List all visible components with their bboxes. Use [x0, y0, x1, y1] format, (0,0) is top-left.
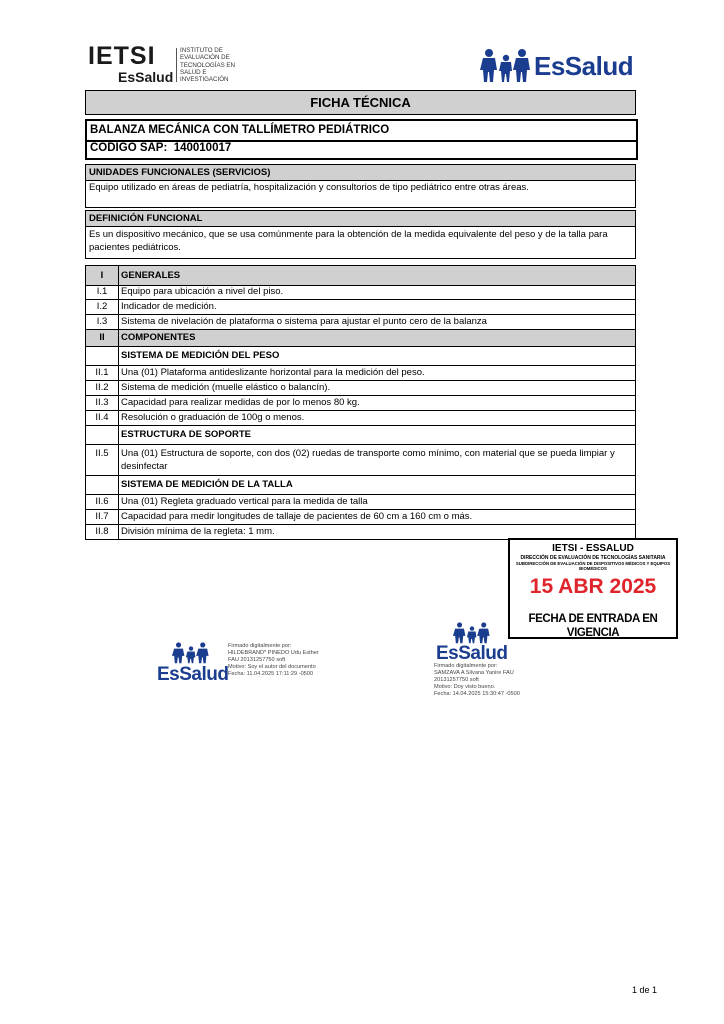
signature-logo-word: EsSalud	[157, 664, 229, 685]
signature-line: Motivo: Soy el autor del documento	[228, 664, 316, 670]
units-heading-row	[85, 164, 636, 181]
item-number: II.6	[86, 495, 119, 509]
stamp-title: IETSI - ESSALUD	[552, 543, 634, 554]
item-number: II.2	[86, 381, 119, 395]
signature-logo-word: EsSalud	[436, 643, 508, 664]
signature-line: 20131257750 soft	[434, 677, 479, 683]
signature-line: Firmado digitalmente por:	[228, 643, 292, 649]
page-number: 1 de 1	[632, 985, 658, 995]
signature-block-2	[434, 620, 564, 705]
stamp-line-2: SUBDIRECCIÓN DE EVALUACIÓN DE DISPOSITIVOS MÉDICOS Y EQUIPOS BIOMÉDICOS	[515, 561, 671, 571]
section-title: GENERALES	[121, 270, 181, 281]
item-number: I.1	[86, 285, 119, 299]
signature-text	[228, 643, 343, 678]
units-text: Equipo utilizado en áreas de pediatría, hospitalización y consultorios de tipo pediátrico entre otras áreas.	[89, 182, 529, 193]
item-text: Una (01) Regleta graduado vertical para la medida de talla	[121, 496, 368, 507]
stamp-line-1: DIRECCIÓN DE EVALUACIÓN DE TECNOLOGÍAS SANITARIA	[520, 555, 666, 561]
subsection-title: SISTEMA DE MEDICIÓN DEL PESO	[121, 350, 280, 361]
signature-text	[434, 663, 564, 698]
item-text: Equipo para ubicación a nivel del piso.	[121, 286, 284, 297]
section-number: II	[86, 330, 119, 346]
item-number: II.8	[86, 525, 119, 539]
ietsi-logo-sub: EsSalud	[118, 69, 174, 85]
subsection-soporte	[85, 426, 636, 445]
family-icon	[480, 48, 532, 84]
subsection-talla	[85, 476, 636, 495]
signature-line: Fecha: 14.04.2025 15:30:47 -0500	[434, 691, 520, 697]
item-text: Capacidad para medir longitudes de tallaje de pacientes de 60 cm a 160 cm o más.	[121, 511, 473, 522]
units-text-row	[85, 180, 636, 208]
definition-heading-row	[85, 210, 636, 227]
definition-heading: DEFINICIÓN FUNCIONAL	[89, 213, 203, 224]
equipment-name-row	[85, 119, 638, 142]
table-row	[85, 285, 636, 300]
subsection-title: SISTEMA DE MEDICIÓN DE LA TALLA	[121, 479, 293, 490]
stamp-validity-label: FECHA DE ENTRADA EN VIGENCIA	[528, 613, 658, 639]
item-text: División mínima de la regleta: 1 mm.	[121, 526, 275, 537]
item-text: Resolución o graduación de 100g o menos.	[121, 412, 305, 423]
item-text: Indicador de medición.	[121, 301, 217, 312]
signature-line: HILDEBRAND* PINEDO Udu Esther	[228, 650, 319, 656]
item-number: I.3	[86, 315, 119, 329]
table-row	[85, 396, 636, 411]
item-number: II.4	[86, 411, 119, 425]
item-text: Una (01) Estructura de soporte, con dos (02) ruedas de transporte como mínimo, con material que se pueda limpiar y desinfectar	[121, 448, 615, 472]
table-row	[85, 366, 636, 381]
essalud-logo-word: EsSalud	[534, 51, 634, 81]
units-heading: UNIDADES FUNCIONALES (SERVICIOS)	[89, 167, 271, 178]
table-row	[85, 300, 636, 315]
item-number: II.5	[86, 445, 119, 475]
item-number: II.1	[86, 366, 119, 380]
ietsi-logo-main: IETSI	[88, 42, 156, 70]
item-text: Sistema de medición (muelle elástico o balancín).	[121, 382, 331, 393]
signature-line: SAMZAVA A Silvana Yanire FAU	[434, 670, 514, 676]
item-text: Una (01) Plataforma antideslizante horizontal para la medición del peso.	[121, 367, 425, 378]
subsection-peso	[85, 347, 636, 366]
table-row	[85, 510, 636, 525]
table-row	[85, 411, 636, 426]
table-row	[85, 381, 636, 396]
section-number: I	[86, 266, 119, 285]
stamp-date: 15 ABR 2025	[529, 575, 657, 598]
ietsi-logo-descriptor: INSTITUTO DE EVALUACIÓN DE TECNOLOGÍAS EN SALUD E INVESTIGACIÓN	[180, 47, 236, 84]
definition-text-row	[85, 226, 636, 259]
definition-text: Es un dispositivo mecánico, que se usa comúnmente para la obtención de la medida equivalente del peso y de la talla para pacientes pediátricos.	[89, 229, 608, 253]
sap-row	[85, 140, 638, 160]
signature-line: FAU 20131257750 soft	[228, 657, 286, 663]
item-text: Capacidad para realizar medidas de por lo menos 80 kg.	[121, 397, 360, 408]
section-title: COMPONENTES	[121, 332, 196, 343]
signature-line: Firmado digitalmente por:	[434, 663, 498, 669]
section-generales	[85, 265, 636, 286]
item-number: I.2	[86, 300, 119, 314]
equipment-name: BALANZA MECÁNICA CON TALLÍMETRO PEDIÁTRICO	[90, 124, 390, 136]
family-icon	[171, 642, 211, 664]
table-row	[85, 445, 636, 476]
family-icon	[452, 622, 492, 644]
essalud-logo	[480, 46, 640, 84]
table-row	[85, 495, 636, 510]
sap-code: 140010017	[173, 142, 232, 154]
page-title: FICHA TÉCNICA	[310, 95, 411, 110]
table-row	[85, 315, 636, 330]
ietsi-logo-divider	[176, 48, 177, 82]
sap-label: CODIGO SAP:	[90, 142, 168, 154]
signature-block-1	[157, 640, 337, 688]
item-number: II.7	[86, 510, 119, 524]
item-text: Sistema de nivelación de plataforma o sistema para ajustar el punto cero de la balanza	[121, 316, 487, 327]
item-number: II.3	[86, 396, 119, 410]
subsection-title: ESTRUCTURA DE SOPORTE	[121, 429, 252, 440]
signature-line: Fecha: 11.04.2025 17:11:29 -0500	[228, 671, 314, 677]
section-componentes	[85, 330, 636, 347]
signature-line: Motivo: Doy visto bueno.	[434, 684, 496, 690]
ietsi-logo	[88, 44, 238, 86]
title-row	[85, 90, 636, 115]
